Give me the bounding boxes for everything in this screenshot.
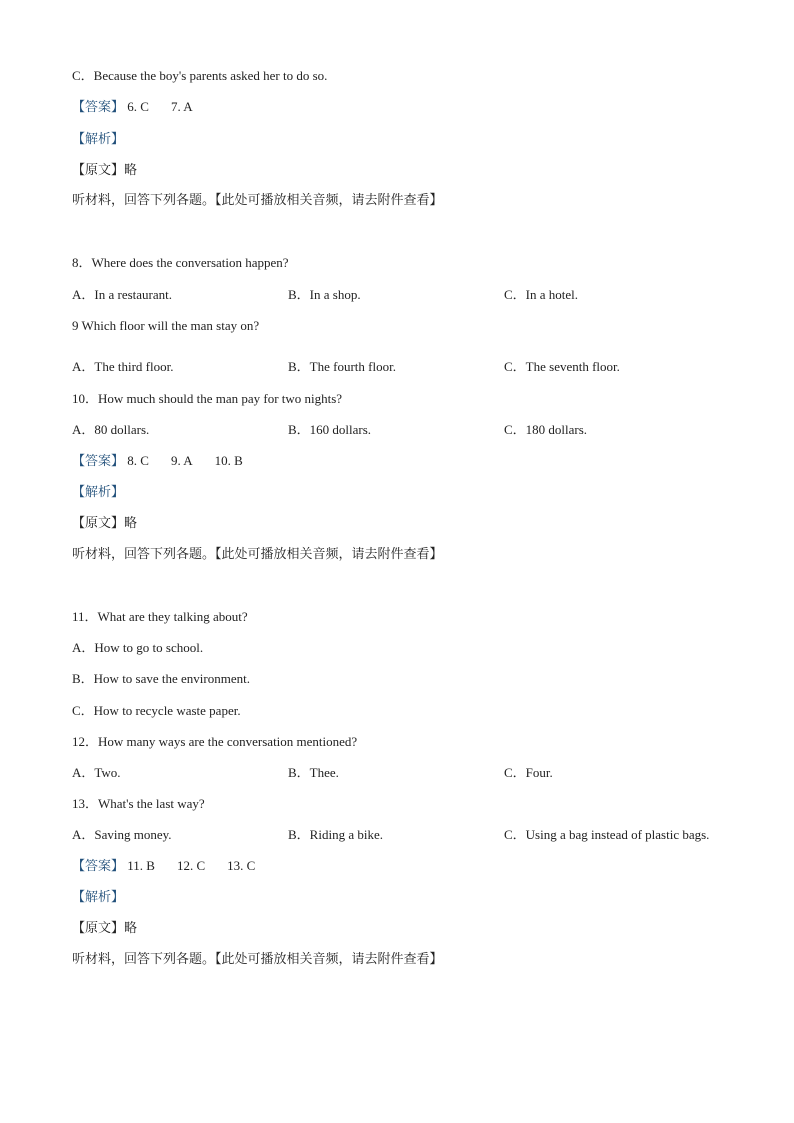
analysis-tag: 【解析】 [72, 890, 125, 905]
q9-option-c: C．The seventh floor. [504, 359, 620, 374]
q9-option-b: B．The fourth floor. [288, 359, 396, 374]
question-10: 10．How much should the man pay for two nights? [72, 391, 343, 406]
q9-option-a: A．The third floor. [72, 359, 174, 374]
original-omitted: 略 [124, 921, 138, 936]
q13-option-b: B．Riding a bike. [288, 827, 383, 842]
q8-option-c: C．In a hotel. [504, 287, 579, 302]
original-line-2 [72, 514, 137, 533]
question-11: 11．What are they talking about? [72, 609, 248, 624]
question-12: 12．How many ways are the conversation mentioned? [72, 734, 358, 749]
answer-item: 12. C [176, 858, 206, 873]
answer-tag: 【答案】 [72, 454, 125, 469]
original-omitted: 略 [124, 516, 138, 531]
listen-instruction-3: 听材料，回答下列各题。【此处可播放相关音频，请去附件查看】 [72, 952, 443, 967]
q13-option-c: C．Using a bag instead of plastic bags. [504, 827, 710, 842]
question-8: 8．Where does the conversation happen? [72, 255, 289, 270]
question-9: 9 Which floor will the man stay on? [72, 318, 260, 333]
q11-option-a: A．How to go to school. [72, 640, 204, 655]
q12-option-c: C．Four. [504, 765, 553, 780]
answer-line-3 [72, 857, 277, 876]
q10-option-a: A．80 dollars. [72, 422, 150, 437]
analysis-tag: 【解析】 [72, 485, 125, 500]
answer-tag: 【答案】 [72, 859, 125, 874]
answer-item: 13. C [227, 858, 256, 873]
original-omitted: 略 [124, 163, 138, 178]
question-13: 13．What's the last way? [72, 796, 205, 811]
answer-tag: 【答案】 [72, 100, 125, 115]
answer-item: 11. B [127, 858, 155, 873]
answer-item: 9. A [170, 453, 193, 468]
answer-line-2 [72, 452, 265, 471]
listen-instruction-1: 听材料，回答下列各题。【此处可播放相关音频，请去附件查看】 [72, 193, 443, 208]
q12-option-b: B．Thee. [288, 765, 339, 780]
original-tag: 【原文】 [72, 163, 125, 178]
analysis-tag: 【解析】 [72, 132, 125, 147]
original-tag: 【原文】 [72, 921, 125, 936]
answer-item: 8. C [127, 453, 149, 468]
q12-option-a: A．Two. [72, 765, 121, 780]
original-line-3 [72, 919, 137, 938]
q8-option-b: B．In a shop. [288, 287, 361, 302]
option-7c: C．Because the boy's parents asked her to do so. [72, 68, 328, 83]
q10-option-b: B．160 dollars. [288, 422, 372, 437]
answer-item: 6. C [127, 99, 149, 114]
q13-option-a: A．Saving money. [72, 827, 172, 842]
answer-item: 10. B [214, 453, 243, 468]
q11-option-c: C．How to recycle waste paper. [72, 703, 241, 718]
q10-option-c: C．180 dollars. [504, 422, 588, 437]
original-tag: 【原文】 [72, 516, 125, 531]
q8-option-a: A．In a restaurant. [72, 287, 172, 302]
answer-line-1 [72, 98, 215, 117]
original-line-1 [72, 161, 137, 180]
listen-instruction-2: 听材料，回答下列各题。【此处可播放相关音频，请去附件查看】 [72, 547, 443, 562]
q11-option-b: B．How to save the environment. [72, 671, 250, 686]
answer-item: 7. A [170, 99, 193, 114]
